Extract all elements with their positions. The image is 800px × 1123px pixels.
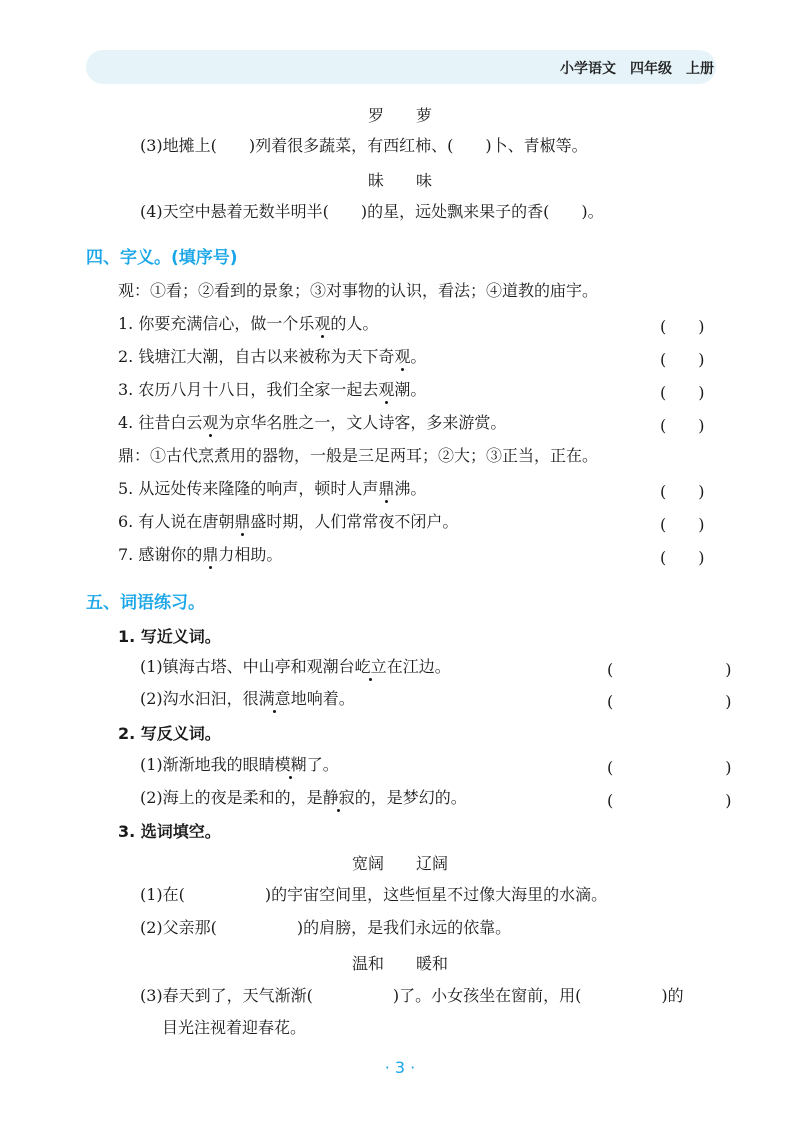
antonym-item-2: (2)海上的夜是柔和的，是静寂的，是梦幻的。 — [140, 788, 467, 807]
answer-paren-6[interactable]: ( ) — [660, 515, 705, 534]
answer-paren-1[interactable]: ( ) — [660, 317, 705, 336]
fill-in-item-1: (1)在( )的宇宙空间里，这些恒星不过像大海里的水滴。 — [140, 885, 608, 904]
synonym-item-2: (2)沟水汩汩，很满意地响着。 — [140, 689, 355, 708]
fill-item-4: (4)天空中悬着无数半明半( )的星，远处飘来果子的香( )。 — [140, 202, 604, 221]
section-5-title: 五、词语练习。 — [86, 593, 205, 613]
answer-paren-5[interactable]: ( ) — [660, 482, 705, 501]
subsection-antonyms: 2. 写反义词。 — [118, 724, 221, 743]
antonym-item-1: (1)渐渐地我的眼睛模糊了。 — [140, 755, 339, 774]
definition-ding: 鼎：①古代烹煮用的器物，一般是三足两耳；②大；③正当，正在。 — [118, 446, 599, 465]
subsection-fill-in: 3. 选词填空。 — [118, 822, 221, 841]
antonym-answer-2[interactable]: ( ) — [607, 791, 732, 810]
choice-line-3: 罗 萝 — [367, 106, 432, 125]
page-number: · 3 · — [384, 1058, 416, 1077]
meaning-item-3: 3. 农历八月十八日，我们全家一起去观潮。 — [118, 380, 427, 399]
meaning-item-2: 2. 钱塘江大潮，自古以来被称为天下奇观。 — [118, 347, 427, 366]
answer-paren-3[interactable]: ( ) — [660, 383, 705, 402]
meaning-item-5: 5. 从远处传来隆隆的响声，顿时人声鼎沸。 — [118, 479, 427, 498]
section-4-title: 四、字义。(填序号) — [86, 248, 238, 268]
meaning-item-6: 6. 有人说在唐朝鼎盛时期，人们常常夜不闭户。 — [118, 512, 459, 531]
choice-line-4: 昧 味 — [367, 171, 432, 190]
meaning-item-1: 1. 你要充满信心，做一个乐观的人。 — [118, 314, 379, 333]
word-choice-a: 宽阔 辽阔 — [351, 854, 448, 873]
answer-paren-2[interactable]: ( ) — [660, 350, 705, 369]
subsection-synonyms: 1. 写近义词。 — [118, 627, 221, 646]
word-choice-b: 温和 暖和 — [351, 954, 448, 973]
meaning-item-4: 4. 往昔白云观为京华名胜之一，文人诗客，多来游赏。 — [118, 413, 507, 432]
fill-in-item-3: (3)春天到了，天气渐渐( )了。小女孩坐在窗前，用( )的 — [140, 986, 684, 1005]
meaning-item-7: 7. 感谢你的鼎力相助。 — [118, 545, 283, 564]
antonym-answer-1[interactable]: ( ) — [607, 758, 732, 777]
fill-in-item-3-continued: 目光注视着迎春花。 — [162, 1018, 307, 1037]
synonym-answer-2[interactable]: ( ) — [607, 692, 732, 711]
fill-item-3: (3)地摊上( )列着很多蔬菜，有西红柿、( )卜、青椒等。 — [140, 136, 588, 155]
definition-guan: 观：①看；②看到的景象；③对事物的认识，看法；④道教的庙宇。 — [118, 281, 599, 300]
answer-paren-7[interactable]: ( ) — [660, 548, 705, 567]
synonym-item-1: (1)镇海古塔、中山亭和观潮台屹立在江边。 — [140, 657, 451, 676]
fill-in-item-2: (2)父亲那( )的肩膀，是我们永远的依靠。 — [140, 918, 512, 937]
answer-paren-4[interactable]: ( ) — [660, 416, 705, 435]
synonym-answer-1[interactable]: ( ) — [607, 660, 732, 679]
header-title: 小学语文 四年级 上册 — [560, 61, 714, 77]
